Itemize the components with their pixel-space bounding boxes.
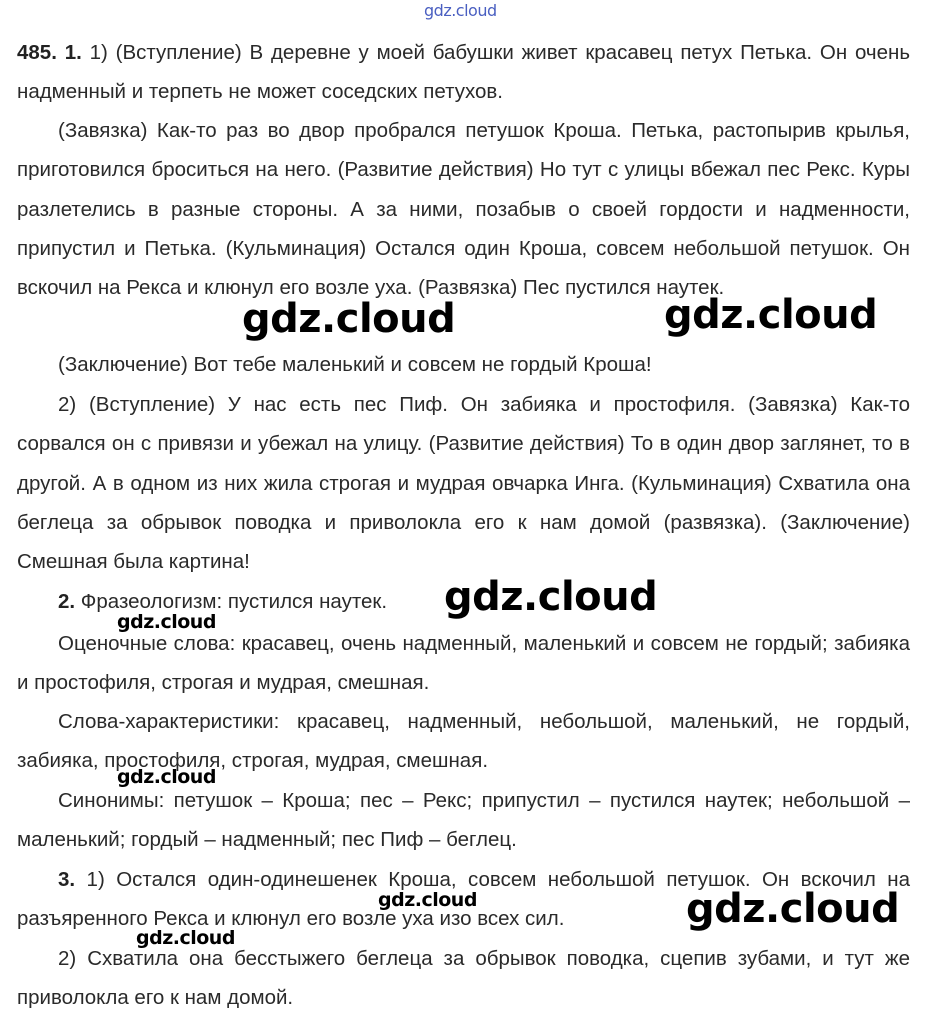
paragraph-1: [17, 33, 910, 112]
paragraph-9-text: 1) Остался один-одинешенек Кроша, совсем небольшой петушок. Он вскочил на разъяренного Рекса и клюнул его возле уха изо всех сил.: [17, 868, 910, 931]
watermark-6: gdz.cloud: [378, 889, 477, 911]
paragraph-7: Слова-характеристики: красавец, надменный, небольшой, маленький, не гордый, забияка, простофиля, строгая, мудрая, смешная.: [17, 710, 910, 773]
paragraph-10: 2) Схватила она бесстыжего беглеца за обрывок поводка, сцепив зубами, и тут же приволокла его к нам домой.: [17, 947, 910, 1010]
watermark-4: gdz.cloud: [117, 611, 216, 633]
watermark-7: gdz.cloud: [686, 886, 900, 932]
task-number-3: 3.: [58, 868, 76, 891]
watermark-1: gdz.cloud: [242, 296, 456, 342]
watermark-2: gdz.cloud: [664, 292, 878, 338]
task-number: 485. 1.: [17, 41, 82, 64]
paragraph-8: Синонимы: петушок – Кроша; пес – Рекс; припустил – пустился наутек; небольшой – маленький; гордый – надменный; пес Пиф – беглец.: [17, 789, 910, 852]
paragraph-3: (Заключение) Вот тебе маленький и совсем не гордый Кроша!: [58, 353, 652, 376]
watermark-8: gdz.cloud: [136, 927, 235, 949]
task-number-2: 2.: [58, 590, 76, 613]
paragraph-6: Оценочные слова: красавец, очень надменный, маленький и совсем не гордый; забияка и простофиля, строгая и мудрая, смешная.: [17, 632, 910, 695]
paragraph-4: 2) (Вступление) У нас есть пес Пиф. Он забияка и простофиля. (Завязка) Как-то сорвался он с привязи и убежал на улицу. (Развитие действия) То в один двор заглянет, то в другой. А в одном из них жила строгая и мудрая овчарка Инга. (Кульминация) Схватила она беглеца за обрывок поводка и приволокла его к нам домой (развязка). (Заключение) Смешная была картина!: [17, 393, 910, 574]
paragraph-5-text: Фразеологизм: пустился наутек.: [75, 590, 388, 613]
watermark-5: gdz.cloud: [117, 766, 216, 788]
paragraph-2: (Завязка) Как-то раз во двор пробрался петушок Кроша. Петька, растопырив крылья, приготовился броситься на него. (Развитие действия) Но тут с улицы вбежал пес Рекс. Куры разлетелись в разные стороны. А за ними, позабыв о своей гордости и надменности, припустил и Петька. (Кульминация) Остался один Кроша, совсем небольшой петушок. Он вскочил на Рекса и клюнул его возле уха. (Развязка) Пес пустился наутек.: [17, 119, 910, 300]
watermark-top: gdz.cloud: [424, 1, 497, 20]
watermark-3: gdz.cloud: [444, 574, 658, 620]
paragraph-1-text: 1) (Вступление) В деревне у моей бабушки живет красавец петух Петька. Он очень надменный и терпеть не может соседских петухов.: [17, 41, 910, 104]
